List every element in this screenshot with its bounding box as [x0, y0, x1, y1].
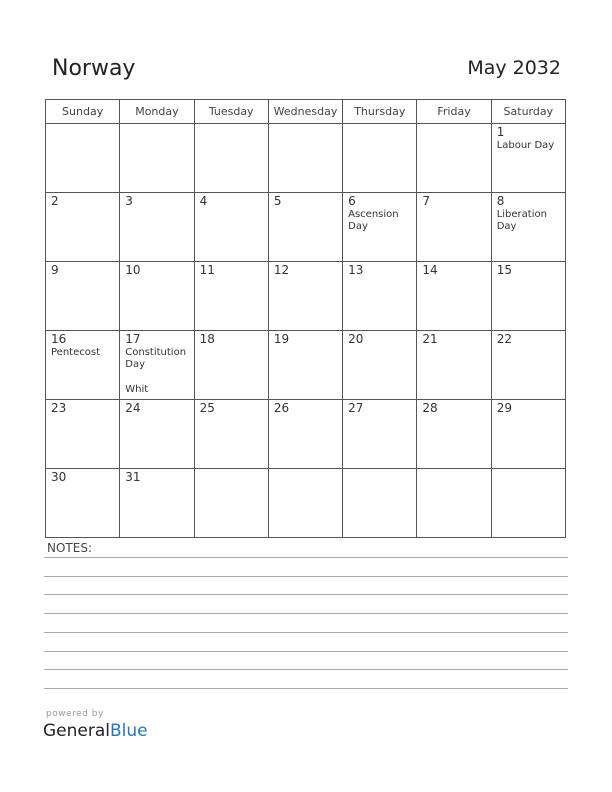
day-number: 20 — [348, 332, 364, 346]
day-number: 14 — [422, 263, 438, 277]
day-cell — [491, 193, 565, 262]
day-cell — [491, 469, 565, 538]
day-cell — [491, 124, 565, 193]
day-cell — [343, 469, 417, 538]
day-number: 5 — [273, 194, 282, 208]
brand-blue: Blue — [110, 721, 148, 741]
day-cell — [120, 193, 194, 262]
day-cell — [491, 262, 565, 331]
day-number: 3 — [125, 194, 133, 208]
note-line — [44, 688, 568, 689]
day-number: 19 — [273, 332, 290, 346]
day-cell — [417, 469, 491, 538]
day-number: 12 — [273, 263, 290, 277]
day-number: 4 — [199, 194, 208, 208]
day-cell — [46, 193, 120, 262]
day-cell — [46, 262, 120, 331]
day-cell — [343, 331, 417, 400]
week-row — [46, 124, 566, 193]
day-cell — [417, 124, 491, 193]
day-number: 7 — [422, 194, 431, 208]
note-line — [44, 669, 568, 670]
day-cell — [268, 124, 342, 193]
day-cell — [194, 469, 268, 538]
day-number: 27 — [348, 401, 364, 415]
day-number: 15 — [496, 263, 512, 277]
day-number: 28 — [422, 401, 438, 415]
holiday-label: Constitution Day — [125, 347, 187, 370]
day-cell — [120, 400, 194, 469]
brand-general: General — [43, 721, 110, 741]
day-cell — [46, 469, 120, 538]
day-cell — [268, 193, 342, 262]
day-cell — [46, 400, 120, 469]
calendar-grid — [45, 99, 566, 538]
day-cell — [120, 124, 194, 193]
week-row — [46, 262, 566, 331]
day-cell — [194, 193, 268, 262]
note-line — [44, 613, 568, 614]
day-number: 24 — [125, 401, 141, 415]
day-cell — [417, 400, 491, 469]
day-cell — [417, 262, 491, 331]
day-number: 31 — [125, 470, 141, 484]
week-row — [46, 469, 566, 538]
note-line — [44, 651, 568, 652]
day-number: 8 — [496, 194, 505, 208]
day-cell — [194, 331, 268, 400]
country-title: Norway — [52, 56, 136, 81]
holiday-label-secondary: Whit — [125, 384, 149, 395]
day-number: 1 — [496, 125, 505, 139]
day-number: 18 — [199, 332, 215, 346]
day-number: 21 — [422, 332, 438, 346]
holiday-label: Pentecost — [51, 347, 100, 358]
week-row — [46, 193, 566, 262]
day-number: 17 — [125, 332, 141, 346]
day-cell — [491, 331, 565, 400]
day-cell — [120, 331, 194, 400]
weekday-friday: Friday — [417, 100, 491, 124]
day-cell — [417, 193, 491, 262]
day-cell — [120, 469, 194, 538]
weekday-monday: Monday — [120, 100, 194, 124]
day-number: 22 — [496, 332, 512, 346]
notes-label: NOTES: — [47, 541, 92, 555]
day-cell — [343, 193, 417, 262]
day-cell — [268, 262, 342, 331]
day-cell — [268, 469, 342, 538]
holiday-label: Labour Day — [496, 140, 555, 151]
day-number: 9 — [51, 263, 59, 277]
month-title: May 2032 — [467, 57, 561, 79]
weekday-header-row — [46, 100, 566, 124]
day-number: 16 — [51, 332, 67, 346]
day-number: 29 — [496, 401, 512, 415]
day-cell — [417, 331, 491, 400]
note-line — [44, 632, 568, 633]
weekday-thursday: Thursday — [343, 100, 417, 124]
day-number: 2 — [51, 194, 59, 208]
week-row — [46, 331, 566, 400]
day-cell — [120, 262, 194, 331]
day-cell — [343, 124, 417, 193]
day-number: 25 — [199, 401, 215, 415]
weekday-wednesday: Wednesday — [268, 100, 342, 124]
day-cell — [194, 400, 268, 469]
day-number: 26 — [273, 401, 290, 415]
powered-by-text: powered by — [46, 709, 104, 719]
weekday-sunday: Sunday — [46, 100, 120, 124]
note-line — [44, 594, 568, 595]
day-cell — [343, 262, 417, 331]
weekday-tuesday: Tuesday — [194, 100, 268, 124]
day-number: 11 — [199, 263, 215, 277]
brand-logo[interactable] — [43, 721, 148, 741]
weekday-saturday: Saturday — [491, 100, 565, 124]
day-number: 10 — [125, 263, 141, 277]
day-cell — [268, 331, 342, 400]
day-cell — [194, 262, 268, 331]
day-number: 6 — [348, 194, 356, 208]
day-cell — [46, 331, 120, 400]
day-cell — [268, 400, 342, 469]
note-line — [44, 557, 568, 558]
holiday-label: Ascension Day — [348, 209, 399, 232]
week-row — [46, 400, 566, 469]
day-cell — [491, 400, 565, 469]
note-line — [44, 576, 568, 577]
holiday-label: Liberation Day — [496, 209, 547, 232]
day-number: 30 — [51, 470, 67, 484]
day-number: 13 — [348, 263, 364, 277]
day-cell — [46, 124, 120, 193]
day-number: 23 — [51, 401, 67, 415]
day-cell — [343, 400, 417, 469]
day-cell — [194, 124, 268, 193]
